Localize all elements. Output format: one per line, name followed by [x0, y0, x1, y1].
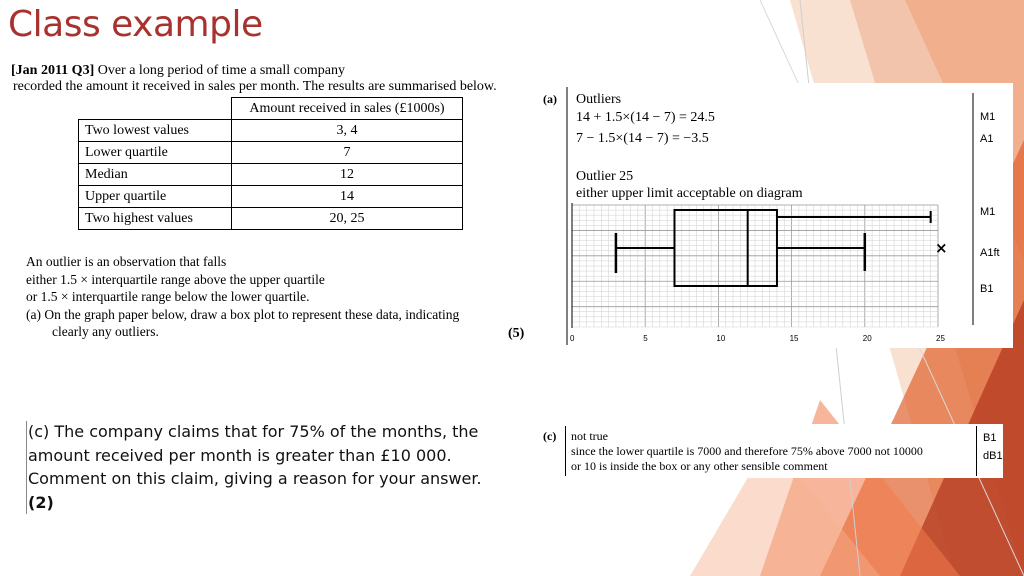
answer-line: since the lower quartile is 7000 and therefore 75% above 7000 not 10000: [571, 444, 923, 458]
answer-c-label: (c): [543, 429, 557, 443]
graph-paper: [572, 205, 938, 327]
answer-line: not true: [571, 429, 608, 443]
page-title: Class example: [8, 4, 263, 45]
row-value: 14: [232, 186, 463, 208]
row-value: 3, 4: [232, 120, 463, 142]
mark-scheme-a: [543, 83, 1013, 348]
answer-line: or 10 is inside the box or any other sensible comment: [571, 459, 828, 473]
table-row: [79, 208, 463, 230]
part-a-marks: (5): [508, 326, 525, 341]
answer-line: Outliers: [576, 92, 622, 107]
box-plot: [616, 210, 931, 286]
answer-c-text: [571, 429, 923, 474]
row-label: Two highest values: [79, 208, 232, 230]
mark-m1-2: M1: [980, 206, 996, 218]
part-a-line-2: clearly any outliers.: [52, 324, 159, 339]
answer-line: either upper limit acceptable on diagram: [576, 186, 803, 201]
definition-line: An outlier is an observation that falls: [26, 254, 227, 269]
row-label: Lower quartile: [79, 142, 232, 164]
answer-c-marks: [983, 429, 1003, 465]
part-a-line-1: On the graph paper below, draw a box plot to represent these data, indicating: [44, 306, 460, 322]
question-header: [11, 63, 551, 95]
axis-ticks: [570, 334, 945, 343]
part-c-marks: (2): [28, 492, 54, 512]
sales-summary-table: [78, 97, 463, 230]
tick-label: 10: [716, 334, 726, 343]
answer-line: 7 − 1.5×(14 − 7) = −3.5: [576, 131, 709, 146]
table-row: [79, 164, 463, 186]
tick-label: 0: [570, 334, 575, 343]
row-value: 7: [232, 142, 463, 164]
mark-b1: B1: [980, 283, 994, 295]
tick-label: 20: [862, 334, 872, 343]
row-value: 20, 25: [232, 208, 463, 230]
mark-a1: A1: [980, 133, 994, 145]
mark-scheme-c: [543, 424, 1003, 478]
answer-a-label: (a): [543, 92, 557, 106]
tick-label: 15: [789, 334, 799, 343]
table-row: [79, 142, 463, 164]
mark-m1: M1: [980, 111, 996, 123]
outlier-marker: ×: [935, 239, 948, 257]
definition-line: either 1.5 × interquartile range above the upper quartile: [26, 271, 325, 287]
part-c-text: (c) The company claims that for 75% of the months, the amount received per month is greater than £10 000. Comment on this claim, giving a reason for your answer.: [28, 422, 482, 488]
tick-label: 25: [936, 334, 945, 343]
mark-b1: B1: [983, 432, 997, 444]
divider: [565, 426, 566, 476]
mark-a1ft: A1ft: [980, 247, 1000, 259]
mark-scheme-a-graphic: [543, 83, 1013, 348]
question-line-1: Over a long period of time a small company: [97, 63, 345, 78]
definition-line: or 1.5 × interquartile range below the lower quartile.: [26, 289, 310, 304]
row-value: 12: [232, 164, 463, 186]
question-line-2: recorded the amount it received in sales per month. The results are summarised below.: [13, 79, 497, 94]
divider: [976, 426, 977, 476]
answer-line: 14 + 1.5×(14 − 7) = 24.5: [576, 110, 715, 125]
table-row: [79, 186, 463, 208]
part-a-instruction: [26, 306, 536, 324]
question-ref: [Jan 2011 Q3]: [11, 63, 95, 78]
table-header: Amount received in sales (£1000s): [232, 98, 463, 120]
table-row: [79, 120, 463, 142]
part-c-divider: [26, 421, 27, 514]
row-label: Two lowest values: [79, 120, 232, 142]
outlier-definition: [26, 253, 536, 341]
part-c-question: [28, 420, 528, 514]
part-a-label: (a): [26, 306, 41, 322]
row-label: Median: [79, 164, 232, 186]
tick-label: 5: [643, 334, 648, 343]
row-label: Upper quartile: [79, 186, 232, 208]
answer-line: Outlier 25: [576, 169, 634, 184]
mark-db1: dB1: [983, 450, 1003, 462]
table-corner: [79, 98, 232, 120]
